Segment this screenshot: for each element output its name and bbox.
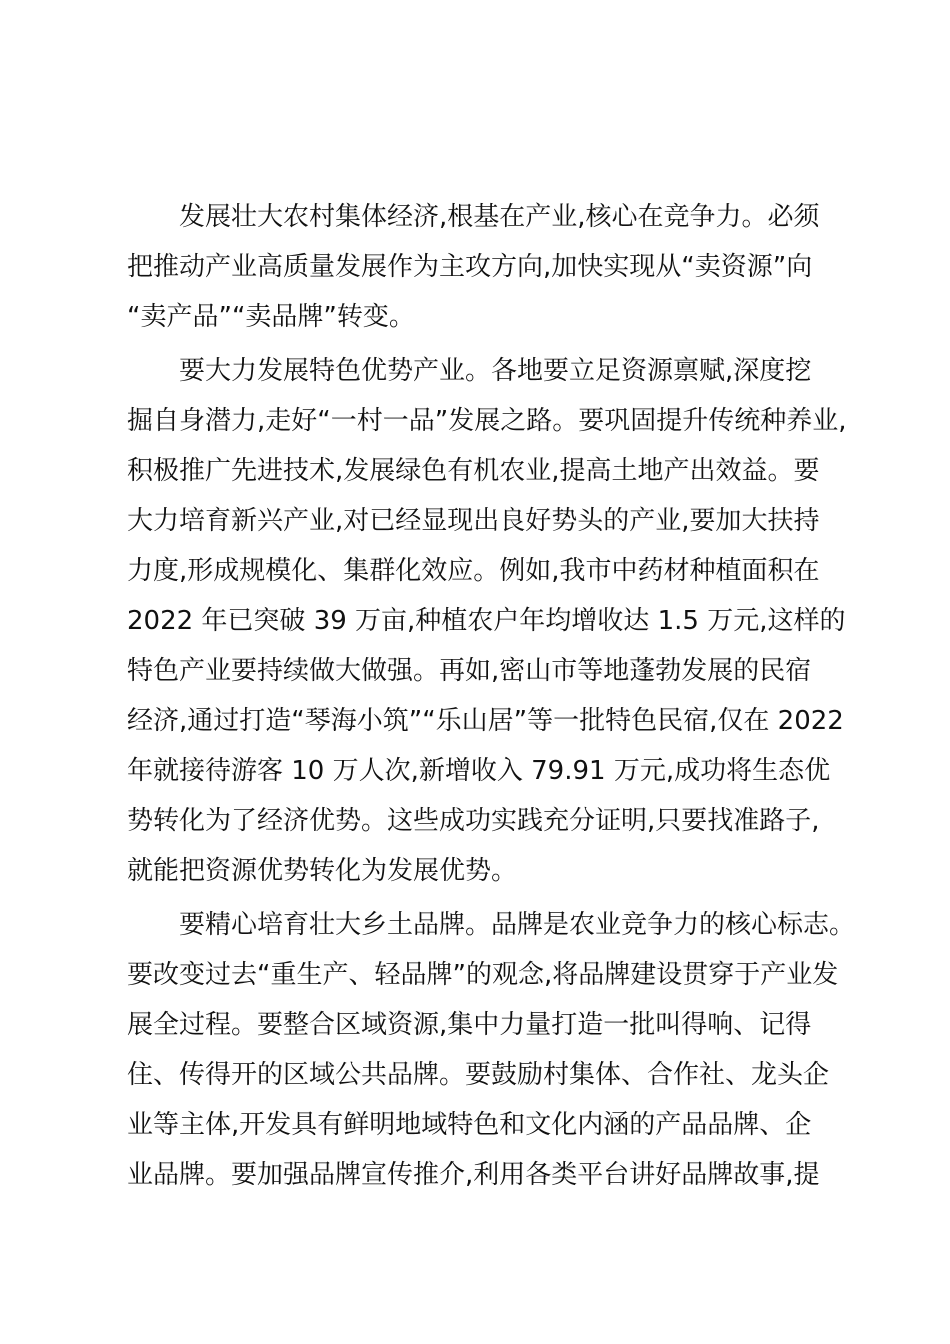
paragraph-line: 大力培育新兴产业,对已经显现出良好势头的产业,要加大扶持	[127, 506, 820, 536]
paragraph-line: 展全过程。要整合区域资源,集中力量打造一批叫得响、记得	[127, 1010, 812, 1040]
paragraph-line: 要大力发展特色优势产业。各地要立足资源禀赋,深度挖	[179, 356, 812, 386]
document-body	[127, 192, 856, 1204]
paragraph-industry-intro	[127, 192, 827, 342]
paragraph-local-brands	[127, 900, 856, 1200]
paragraph-line: 业等主体,开发具有鲜明地域特色和文化内涵的产品品牌、企	[127, 1110, 812, 1140]
paragraph-line: 掘自身潜力,走好“一村一品”发展之路。要巩固提升传统种养业,	[127, 406, 847, 436]
paragraph-line: 积极推广先进技术,发展绿色有机农业,提高土地产出效益。要	[127, 456, 820, 486]
paragraph-line: 发展壮大农村集体经济,根基在产业,核心在竞争力。必须	[179, 202, 820, 232]
paragraph-line: “卖产品”“卖品牌”转变。	[127, 302, 415, 332]
paragraph-line: 要改变过去“重生产、轻品牌”的观念,将品牌建设贯穿于产业发	[127, 960, 839, 990]
paragraph-line: 经济,通过打造“琴海小筑”“乐山居”等一批特色民宿,仅在 2022	[127, 706, 844, 736]
paragraph-line: 特色产业要持续做大做强。再如,密山市等地蓬勃发展的民宿	[127, 656, 812, 686]
paragraph-line: 要精心培育壮大乡土品牌。品牌是农业竞争力的核心标志。	[179, 910, 856, 940]
paragraph-line: 2022 年已突破 39 万亩,种植农户年均增收达 1.5 万元,这样的	[127, 606, 846, 636]
paragraph-specialty-industry	[127, 346, 847, 896]
paragraph-line: 把推动产业高质量发展作为主攻方向,加快实现从“卖资源”向	[127, 252, 813, 282]
paragraph-line: 力度,形成规模化、集群化效应。例如,我市中药材种植面积在	[127, 556, 820, 586]
paragraph-line: 年就接待游客 10 万人次,新增收入 79.91 万元,成功将生态优	[127, 756, 831, 786]
paragraph-line: 住、传得开的区域公共品牌。要鼓励村集体、合作社、龙头企	[127, 1060, 830, 1090]
paragraph-line: 就能把资源优势转化为发展优势。	[127, 856, 518, 886]
paragraph-line: 业品牌。要加强品牌宣传推介,利用各类平台讲好品牌故事,提	[127, 1160, 820, 1190]
paragraph-line: 势转化为了经济优势。这些成功实践充分证明,只要找准路子,	[127, 806, 820, 836]
